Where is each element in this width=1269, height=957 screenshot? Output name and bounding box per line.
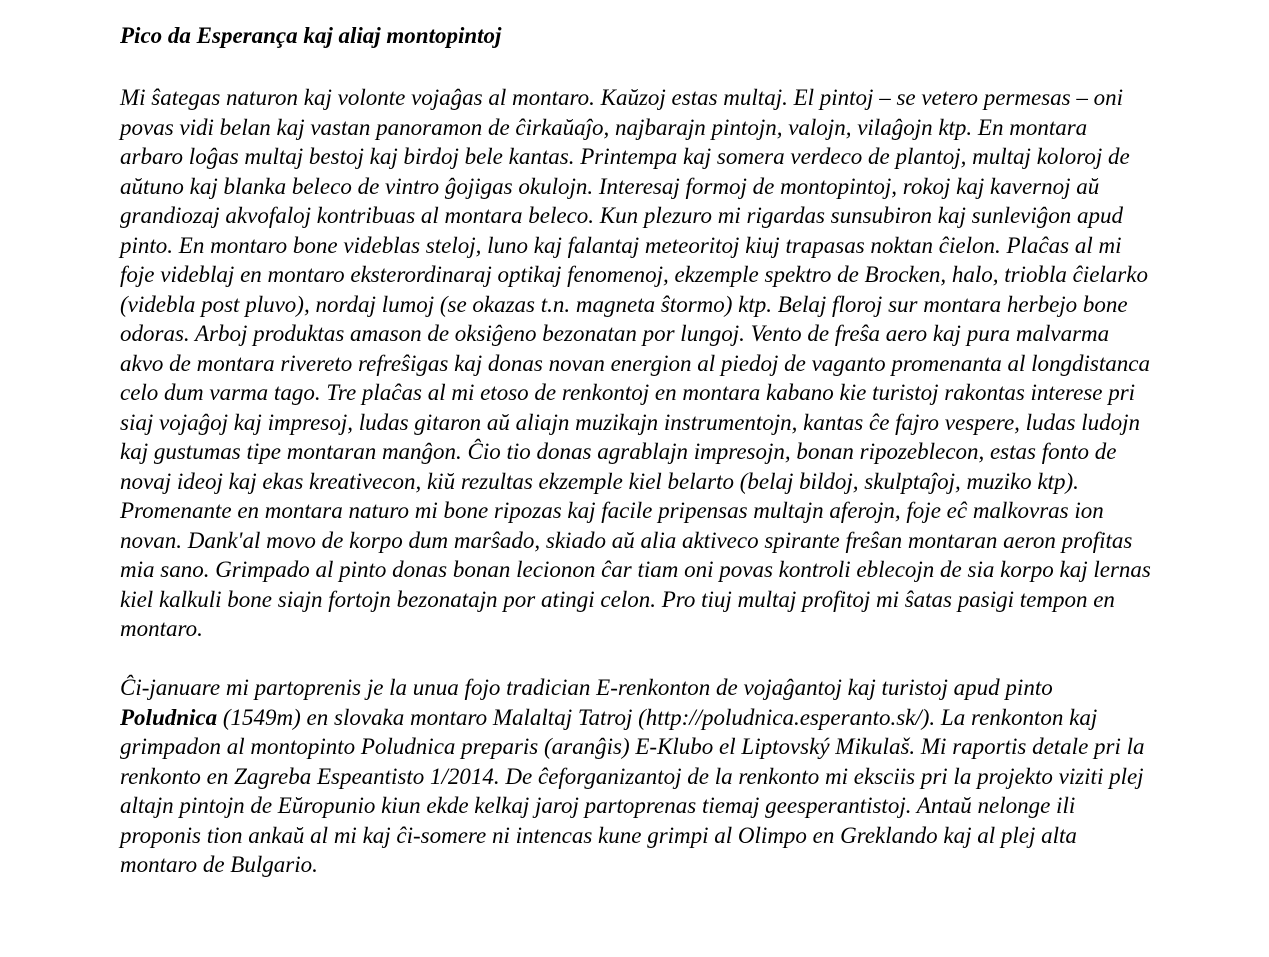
paragraph-2-text-start: Ĉi-januare mi partoprenis je la unua fojo tradician E-renkonton de vojaĝantoj kaj turistoj apud pinto: [120, 675, 1053, 700]
poludnica-bold-text: Poludnica: [120, 704, 218, 730]
article-paragraph-1: Mi ŝategas naturon kaj volonte vojaĝas al montaro. Kaŭzoj estas multaj. El pintoj – se vetero permesas – oni povas vidi belan kaj vastan panoramon de ĉirkaŭaĵo, najbarajn pintojn, valojn, vilaĝojn ktp. En montara arbaro loĝas multaj bestoj kaj birdoj bele kantas. Printempa kaj somera verdeco de plantoj, multaj koloroj de aŭtuno kaj blanka beleco de vintro ĝojigas okulojn. Interesaj formoj de montopintoj, rokoj kaj kavernoj aŭ grandiozaj akvofaloj kontribuas al montara beleco. Kun plezuro mi rigardas sunsubiron kaj sunleviĝon apud pinto. En montaro bone videblas steloj, luno kaj falantaj meteoritoj kiuj trapasas noktan ĉielon. Plaĉas al mi foje videblaj en montaro eksterordinaraj optikaj fenomenoj, ekzemple spektro de Brocken, halo, triobla ĉielarko (videbla post pluvo), nordaj lumoj (se okazas t.n. magneta ŝtormo) ktp. Belaj floroj sur montara herbejo bone odoras. Arboj produktas amason de oksiĝeno bezonatan por lungoj. Vento de freŝa aero kaj pura malvarma akvo de montara rivereto refreŝigas kaj donas novan energion al piedoj de vaganto promenanta al longdistanca celo dum varma tago. Tre plaĉas al mi etoso de renkontoj en montara kabano kie turistoj rakontas interese pri siaj vojaĝoj kaj impresoj, ludas gitaron aŭ aliajn muzikajn instrumentojn, kantas ĉe fajro vespere, ludas ludojn kaj gustumas tipe montaran manĝon. Ĉio tio donas agrablajn impresojn, bonan ripozeblecon, estas fonto de novaj ideoj kaj ekas kreativecon, kiŭ rezultas ekzemple kiel belarto (belaj bildoj, skulptaĵoj, muziko ktp). Promenante en montara naturo mi bone ripozas kaj facile pripensas multajn aferojn, foje eĉ malkovras ion novan. Dank'al movo de korpo dum marŝado, skiado aŭ alia aktiveco spirante freŝan montaran aeron profitas mia sano. Grimpado al pinto donas bonan lecionon ĉar tiam oni povas kontroli eblecojn de sia korpo kaj lernas kiel kalkuli bone siajn fortojn bezonatajn por atingi celon. Pro tiuj multaj profitoj mi ŝatas pasigi tempon en montaro.: [120, 85, 1151, 641]
article-title: Pico da Esperança kaj aliaj montopintoj: [120, 23, 502, 48]
article-paragraph-2: [120, 673, 1155, 880]
paragraph-2-text-end: (1549m) en slovaka montaro Malaltaj Tatroj (http://poludnica.esperanto.sk/). La renkonton kaj grimpadon al montopinto Poludnica preparis (aranĝis) E-Klubo el Liptovský Mikulaš. Mi raportis detale pri la renkonto en Zagreba Espeantisto 1/2014. De ĉeforganizantoj de la renkonto mi eksciis pri la projekto viziti plej altajn pintojn de Eŭropunio kiun ekde kelkaj jaroj partoprenas tiemaj geesperantistoj. Antaŭ nelonge ili proponis tion ankaŭ al mi kaj ĉi-somere ni intencas kune grimpi al Olimpo en Greklando kaj al plej alta montaro de Bulgario.: [120, 704, 1145, 877]
article: [120, 18, 1155, 880]
